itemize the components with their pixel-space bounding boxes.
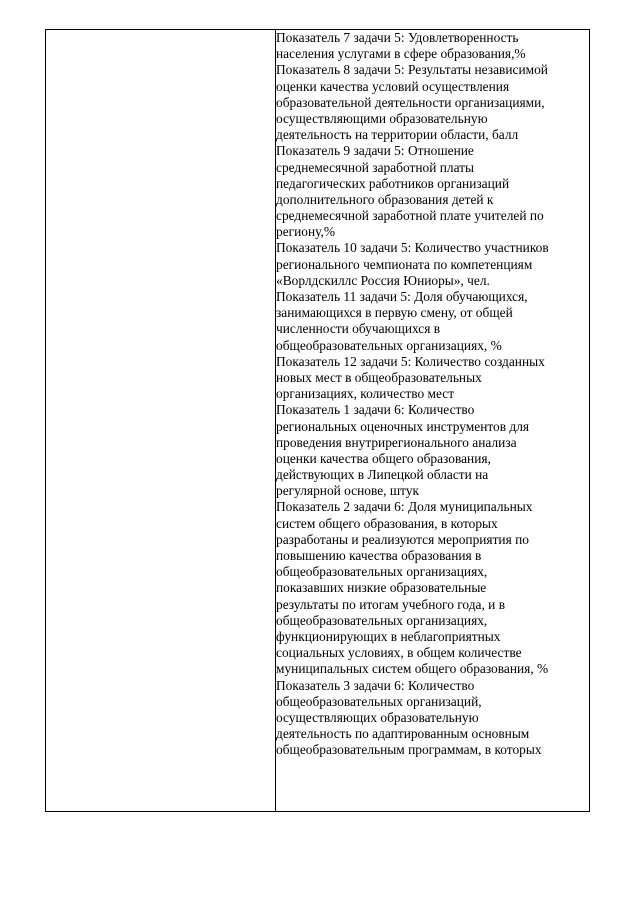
text-line: региону,%: [276, 224, 336, 240]
text-line: оценки качества условий осуществления: [276, 78, 510, 94]
text-line: региональных оценочных инструментов для: [276, 418, 530, 434]
text-line: показавших низкие образовательные: [276, 580, 487, 596]
text-line: осуществляющих образовательную: [276, 709, 479, 725]
text-line: «Ворлдскиллс Россия Юниоры», чел.: [276, 272, 490, 288]
text-line: образовательной деятельности организациями,: [276, 94, 545, 110]
indicators-cell: [276, 30, 590, 812]
text-line: Показатель 2 задачи 6: Доля муниципальных: [276, 499, 533, 515]
indicators-text: [276, 30, 589, 758]
text-line: новых мест в общеобразовательных: [276, 369, 482, 385]
text-line: педагогических работников организаций: [276, 175, 510, 191]
text-line: Показатель 10 задачи 5: Количество участников: [276, 240, 549, 256]
text-line: систем общего образования, в которых: [276, 515, 498, 531]
text-line: повышению качества образования в: [276, 548, 482, 563]
text-line: Показатель 7 задачи 5: Удовлетворенность: [276, 30, 519, 45]
text-line: деятельность по адаптированным основным: [276, 726, 530, 742]
text-line: проведения внутрирегионального анализа: [276, 434, 517, 450]
text-line: численности обучающихся в: [276, 321, 441, 337]
text-line: среднемесячной заработной платы: [276, 159, 475, 175]
text-line: осуществляющими образовательную: [276, 110, 488, 126]
text-line: оценки качества общего образования,: [276, 450, 491, 466]
text-line: муниципальных систем общего образования, %: [276, 661, 549, 677]
empty-left-cell: [46, 30, 276, 812]
text-line: общеобразовательных организациях,: [276, 564, 488, 580]
text-line: населения услугами в сфере образования,%: [276, 46, 526, 62]
text-line: регулярной основе, штук: [276, 483, 420, 499]
text-line: действующих в Липецкой области на: [276, 467, 489, 483]
text-line: Показатель 9 задачи 5: Отношение: [276, 143, 474, 159]
text-line: дополнительного образования детей к: [276, 191, 494, 207]
text-line: Показатель 1 задачи 6: Количество: [276, 402, 475, 418]
text-line: организациях, количество мест: [276, 386, 455, 402]
text-line: общеобразовательным программам, в которых: [276, 742, 542, 758]
indicators-table: [45, 29, 590, 812]
text-line: общеобразовательных организациях, %: [276, 337, 502, 353]
text-line: общеобразовательных организациях,: [276, 612, 488, 628]
text-line: Показатель 11 задачи 5: Доля обучающихся,: [276, 289, 528, 304]
text-line: занимающихся в первую смену, от общей: [276, 305, 513, 321]
text-line: общеобразовательных организаций,: [276, 693, 482, 709]
text-line: среднемесячной заработной плате учителей по: [276, 208, 544, 224]
text-line: социальных условиях, в общем количестве: [276, 645, 522, 661]
text-line: Показатель 8 задачи 5: Результаты независимой: [276, 62, 548, 78]
text-line: деятельность на территории области, балл: [276, 127, 519, 143]
text-line: Показатель 3 задачи 6: Количество: [276, 677, 475, 693]
text-line: регионального чемпионата по компетенциям: [276, 256, 533, 272]
table-row: [46, 30, 590, 812]
text-line: Показатель 12 задачи 5: Количество созданных: [276, 353, 545, 369]
text-line: разработаны и реализуются мероприятия по: [276, 531, 529, 547]
text-line: функционирующих в неблагоприятных: [276, 628, 501, 644]
text-line: результаты по итогам учебного года, и в: [276, 596, 506, 612]
